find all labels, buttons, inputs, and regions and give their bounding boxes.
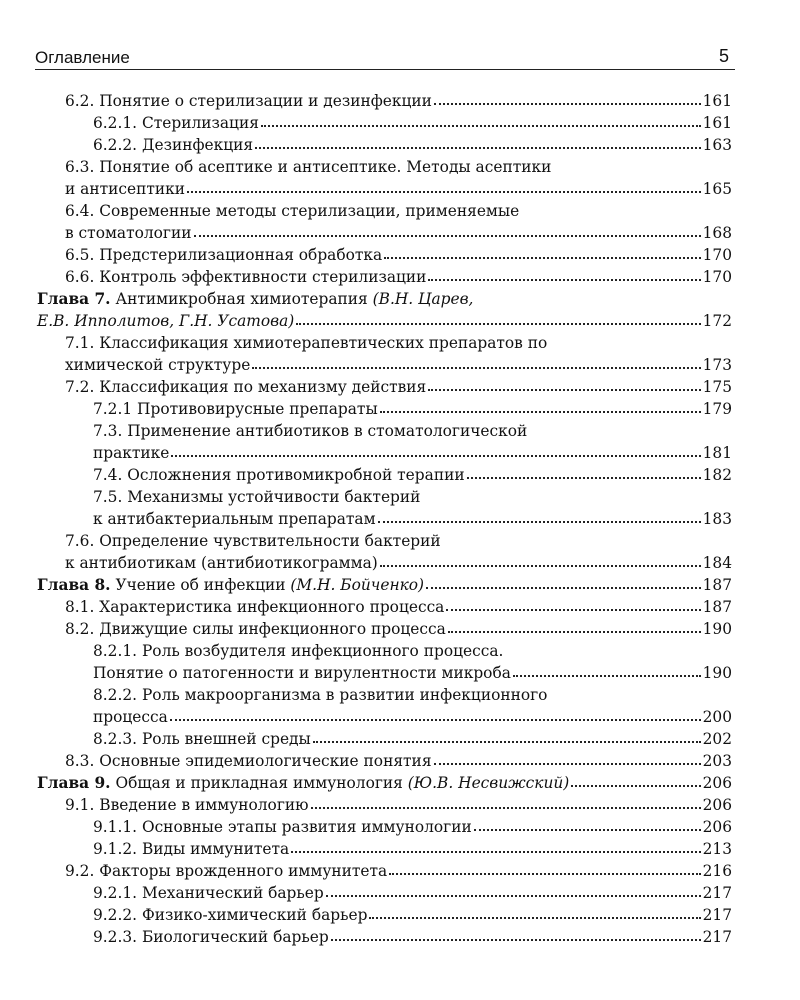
toc-entry-text: 7.2. Классификация по механизму действия <box>65 378 427 396</box>
toc-entry[interactable] <box>35 816 732 838</box>
toc-entry-text: 9.2.1. Механический барьер <box>93 884 324 902</box>
toc-entry[interactable] <box>35 200 732 244</box>
toc-entry-text-line: 8.2.2. Роль макроорганизма в развитии инфекционного <box>93 686 548 704</box>
toc-page-number: 184 <box>702 554 732 572</box>
toc-entry-text: к антибиотикам (антибиотикограмма) <box>65 554 378 572</box>
dot-leader <box>194 235 701 237</box>
toc-entry-text: 8.2.3. Роль внешней среды <box>93 730 311 748</box>
dot-leader <box>467 477 701 479</box>
toc-entry-text: процесса <box>93 708 168 726</box>
toc-entry[interactable] <box>35 112 732 134</box>
toc-entry-text: и антисептики <box>65 180 185 198</box>
toc-entry-text: 9.2.2. Физико-химический барьер <box>93 906 368 924</box>
dot-leader <box>313 741 701 743</box>
toc-page-number: 216 <box>702 862 732 880</box>
dot-leader <box>434 763 701 765</box>
toc-chapter-entry[interactable] <box>35 574 732 596</box>
toc-entry[interactable] <box>35 882 732 904</box>
toc-entry[interactable] <box>35 464 732 486</box>
dot-leader <box>571 785 700 787</box>
toc-entry-text: 8.2. Движущие силы инфекционного процесса <box>65 620 446 638</box>
toc-entry-text-line: 8.2.1. Роль возбудителя инфекционного процесса. <box>93 642 504 660</box>
toc-page-number: 206 <box>702 774 732 792</box>
toc-entry-text: Понятие о патогенности и вирулентности микроба <box>93 664 511 682</box>
toc-entry-text: 9.1.2. Виды иммунитета <box>93 840 290 858</box>
dot-leader <box>428 389 700 391</box>
header-title: Оглавление <box>35 48 130 67</box>
table-of-contents <box>35 90 732 948</box>
toc-entry[interactable] <box>35 156 732 200</box>
toc-entry[interactable] <box>35 398 732 420</box>
toc-entry-text-line: 7.5. Механизмы устойчивости бактерий <box>93 488 421 506</box>
toc-page-number: 181 <box>702 444 732 462</box>
toc-entry-text: 6.2.1. Стерилизация <box>93 114 259 132</box>
toc-entry[interactable] <box>35 134 732 156</box>
chapter-title: Антимикробная химиотерапия <box>115 290 368 308</box>
toc-entry[interactable] <box>35 618 732 640</box>
toc-entry[interactable] <box>35 376 732 398</box>
chapter-authors: (М.Н. Бойченко) <box>290 576 425 594</box>
toc-entry[interactable] <box>35 332 732 376</box>
toc-page-number: 217 <box>702 906 732 924</box>
chapter-title: Общая и прикладная иммунология <box>115 774 403 792</box>
toc-entry-text-line: 7.6. Определение чувствительности бактерий <box>65 532 441 550</box>
toc-entry[interactable] <box>35 244 732 266</box>
toc-entry-text: 9.2. Факторы врожденного иммунитета <box>65 862 388 880</box>
toc-page-number: 187 <box>702 576 732 594</box>
toc-page-number: 170 <box>702 268 732 286</box>
toc-entry-text: 8.3. Основные эпидемиологические понятия <box>65 752 432 770</box>
toc-entry-text-line: 6.3. Понятие об асептике и антисептике. Методы асептики <box>65 158 552 176</box>
dot-leader <box>384 257 700 259</box>
dot-leader <box>170 719 701 721</box>
toc-page-number: 172 <box>702 312 732 330</box>
header-rule <box>35 69 735 70</box>
toc-entry-text-line: 7.1. Классификация химиотерапевтических препаратов по <box>65 334 548 352</box>
toc-entry-text: 9.2.3. Биологический барьер <box>93 928 329 946</box>
toc-page-number: 165 <box>702 180 732 198</box>
toc-entry[interactable] <box>35 926 732 948</box>
dot-leader <box>448 631 701 633</box>
toc-page-number: 206 <box>702 818 732 836</box>
toc-page-number: 179 <box>702 400 732 418</box>
toc-page-number: 203 <box>702 752 732 770</box>
toc-chapter-entry[interactable] <box>35 288 732 332</box>
toc-entry-text-line: 7.3. Применение антибиотиков в стоматологической <box>93 422 528 440</box>
dot-leader <box>513 675 701 677</box>
dot-leader <box>311 807 701 809</box>
dot-leader <box>187 191 701 193</box>
dot-leader <box>369 917 700 919</box>
dot-leader <box>389 873 700 875</box>
toc-entry-text: 6.6. Контроль эффективности стерилизации <box>65 268 427 286</box>
toc-entry-text: практике <box>93 444 170 462</box>
toc-chapter-entry[interactable] <box>35 772 732 794</box>
page-number: 5 <box>718 46 729 66</box>
chapter-title: Учение об инфекции <box>115 576 286 594</box>
toc-entry[interactable] <box>35 486 732 530</box>
toc-page-number: 187 <box>702 598 732 616</box>
toc-page-number: 202 <box>702 730 732 748</box>
dot-leader <box>380 411 701 413</box>
toc-entry-text: в стоматологии <box>65 224 192 242</box>
dot-leader <box>296 323 700 325</box>
toc-page-number: 173 <box>702 356 732 374</box>
toc-page-number: 182 <box>702 466 732 484</box>
chapter-label: Глава 8. <box>37 576 111 594</box>
dot-leader <box>428 279 700 281</box>
toc-entry[interactable] <box>35 530 732 574</box>
toc-entry-text: 6.2.2. Дезинфекция <box>93 136 254 154</box>
toc-page-number: 170 <box>702 246 732 264</box>
toc-page-number: 213 <box>702 840 732 858</box>
dot-leader <box>291 851 700 853</box>
toc-entry-text: 9.1. Введение в иммунологию <box>65 796 309 814</box>
toc-page-number: 183 <box>702 510 732 528</box>
toc-entry[interactable] <box>35 904 732 926</box>
toc-entry[interactable] <box>35 860 732 882</box>
toc-entry-text: химической структуре <box>65 356 251 374</box>
chapter-label: Глава 9. <box>37 774 111 792</box>
toc-entry-text: 7.2.1 Противовирусные препараты <box>93 400 378 418</box>
dot-leader <box>252 367 700 369</box>
dot-leader <box>331 939 701 941</box>
toc-entry[interactable] <box>35 266 732 288</box>
running-header <box>35 44 735 70</box>
toc-entry-text: 7.4. Осложнения противомикробной терапии <box>93 466 465 484</box>
toc-entry-text: 8.1. Характеристика инфекционного процесса <box>65 598 445 616</box>
toc-entry[interactable] <box>35 596 732 618</box>
dot-leader <box>380 565 701 567</box>
toc-entry[interactable] <box>35 838 732 860</box>
toc-entry[interactable] <box>35 640 732 684</box>
toc-entry[interactable] <box>35 684 732 728</box>
toc-page-number: 206 <box>702 796 732 814</box>
dot-leader <box>326 895 701 897</box>
toc-page-number: 190 <box>702 664 732 682</box>
toc-page-number: 161 <box>702 92 732 110</box>
chapter-label: Глава 7. <box>37 290 111 308</box>
toc-entry-text: 6.5. Предстерилизационная обработка <box>65 246 383 264</box>
dot-leader <box>171 455 700 457</box>
toc-page-number: 163 <box>702 136 732 154</box>
chapter-authors: Е.В. Ипполитов, Г.Н. Усатова) <box>37 312 295 330</box>
dot-leader <box>474 829 701 831</box>
dot-leader <box>426 587 701 589</box>
toc-entry-text: к антибактериальным препаратам <box>93 510 376 528</box>
dot-leader <box>378 521 701 523</box>
dot-leader <box>255 147 700 149</box>
dot-leader <box>261 125 701 127</box>
toc-entry[interactable] <box>35 728 732 750</box>
toc-entry[interactable] <box>35 90 732 112</box>
toc-page-number: 190 <box>702 620 732 638</box>
toc-entry-text-line: 6.4. Современные методы стерилизации, применяемые <box>65 202 520 220</box>
dot-leader <box>446 609 700 611</box>
toc-page-number: 168 <box>702 224 732 242</box>
chapter-authors: (Ю.В. Несвижский) <box>407 774 570 792</box>
dot-leader <box>434 103 701 105</box>
toc-entry[interactable] <box>35 794 732 816</box>
toc-page-number: 161 <box>702 114 732 132</box>
toc-page-number: 175 <box>702 378 732 396</box>
chapter-authors: (В.Н. Царев, <box>372 290 474 308</box>
toc-entry[interactable] <box>35 750 732 772</box>
toc-entry[interactable] <box>35 420 732 464</box>
toc-page-number: 200 <box>702 708 732 726</box>
toc-entry-text: 9.1.1. Основные этапы развития иммунологии <box>93 818 472 836</box>
toc-entry-text: 6.2. Понятие о стерилизации и дезинфекции <box>65 92 432 110</box>
toc-page-number: 217 <box>702 884 732 902</box>
toc-page-number: 217 <box>702 928 732 946</box>
